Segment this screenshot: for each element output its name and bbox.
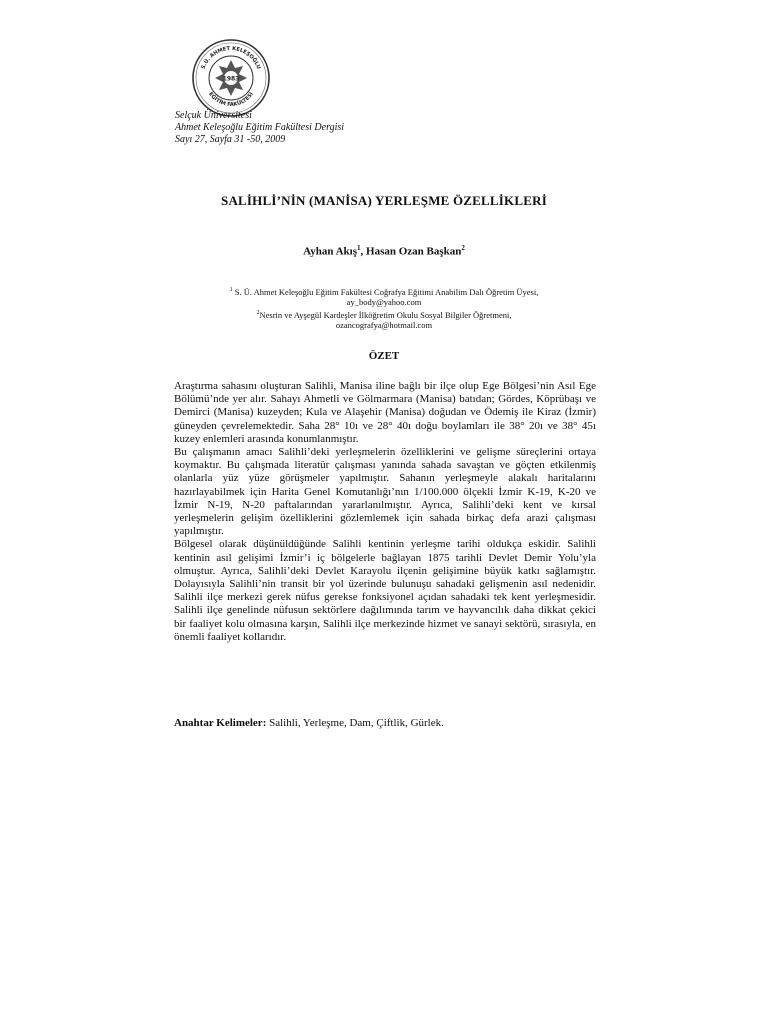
keywords [174,717,596,729]
affiliation-2 [0,308,768,320]
paper-title: SALİHLİ’NİN (MANİSA) YERLEŞME ÖZELLİKLERİ [221,193,547,208]
abstract-body [174,380,596,644]
author-1-sup: 1 [357,244,361,252]
abstract-paragraph-1: Araştırma sahasını oluşturan Salihli, Manisa iline bağlı bir ilçe olup Ege Bölgesi’nin Asıl Ege Bölümü’nde yer alır. Sahayı Ahmetli ve Gölmarmara (Manisa) batıdan; Gördes, Köprübaşı ve Demirci (Manisa) kuzeyden; Kula ve Alaşehir (Manisa) doğudan ve Ödemiş ile Kiraz (İzmir) güneyden çevrelemektedir. Saha 28° 10ı ve 28° 40ı doğu boylamları ile 38° 20ı ve 38° 45ı kuzey enlemleri arasında konumlanmıştır. [174,380,596,445]
affiliations [0,285,768,331]
affiliation-1-sup: 1 [229,287,233,293]
seal-year: 1983 [222,75,240,83]
affiliation-2-text: Nesrin ve Ayşegül Kardeşler İlköğretim Okulu Sosyal Bilgiler Öğretmeni, [259,309,512,320]
author-1-name: Ayhan Akış [303,245,358,258]
affiliation-1-text: S. Ü. Ahmet Keleşoğlu Eğitim Fakültesi Coğrafya Eğitimi Anabilim Dalı Öğretim Üyesi, [232,286,539,297]
abstract-paragraph-3: Bölgesel olarak düşünüldüğünde Salihli kentinin yerleşme tarihi oldukça eskidir. Salihli kentinin asıl gelişimi İzmir’i iç bölgelerle bağlayan 1875 tarihli Devlet Demir Yolu’yla olmuştur. Ayrıca, Salihli’deki Devlet Karayolu ilçenin gelişimine büyük katkı sağlamıştır. Dolayısıyla Salihli’nin transit bir yol üzerinde bulunuşu sahadaki gelişmenin asıl nedenidir. Salihli ilçe merkezi gerek nüfus gerekse fonksiyonel açıdan sahadaki tek kent yerleşmesidir. Salihli ilçe genelinde nüfusun sektörlere dağılımında tarım ve hayvancılık daha dikkat çekici bir faaliyet kolu olmasına karşın, Salihli ilçe merkezinde hizmet ve sanayi sektörü, sırasıyla, en önemli faaliyet kollarıdır. [174,538,596,643]
author-separator: , [360,245,367,258]
author-2-name: Hasan Ozan Başkan [366,245,462,258]
journal-name: Ahmet Keleşoğlu Eğitim Fakültesi Dergisi [175,122,345,133]
seal-top-text: S.Ü. AHMET KELEŞOĞLU [200,45,262,71]
journal-info [175,110,344,146]
abstract-heading: ÖZET [368,350,400,362]
keywords-text: Salihli, Yerleşme, Dam, Çiftlik, Gürlek. [266,717,444,729]
affiliation-1 [0,285,768,297]
seal-bottom-text: EĞİTİM FAKÜLTESİ [207,91,255,109]
author-list [0,244,768,258]
keywords-label: Anahtar Kelimeler: [174,717,267,729]
affiliation-2-sup: 2 [256,309,260,316]
author-2-sup: 2 [461,244,465,252]
journal-university: Selçuk Üniversitesi [175,110,252,121]
affiliation-2-email: ozancografya@hotmail.com [335,320,433,331]
abstract-paragraph-2: Bu çalışmanın amacı Salihli’deki yerleşmelerin özelliklerini ve gelişme süreçlerini ortaya koymaktır. Bu çalışmada literatür çalışması yanında sahada savaştan ve göçten etkilenmiş olanlarla yüz yüze görüşmeler yapılmıştır. Sahanın yerleşmeyle alakalı haritalarını hazırlayabilmek için Harita Genel Komutanlığı’nın 1/100.000 ölçekli İzmir K-19, K-20 ve İzmir N-19, N-20 paftalarından yararlanılmıştır. Ayrıca, Salihli’deki kent ve kırsal yerleşmelerin gelişim özelliklerini gözlemlemek için sahada birkaç defa arazi çalışması yapılmıştır. [174,446,596,538]
affiliation-1-email: ay_body@yahoo.com [346,297,422,308]
journal-issue: Sayı 27, Sayfa 31 -50, 2009 [175,134,286,145]
university-seal-logo [191,38,271,118]
